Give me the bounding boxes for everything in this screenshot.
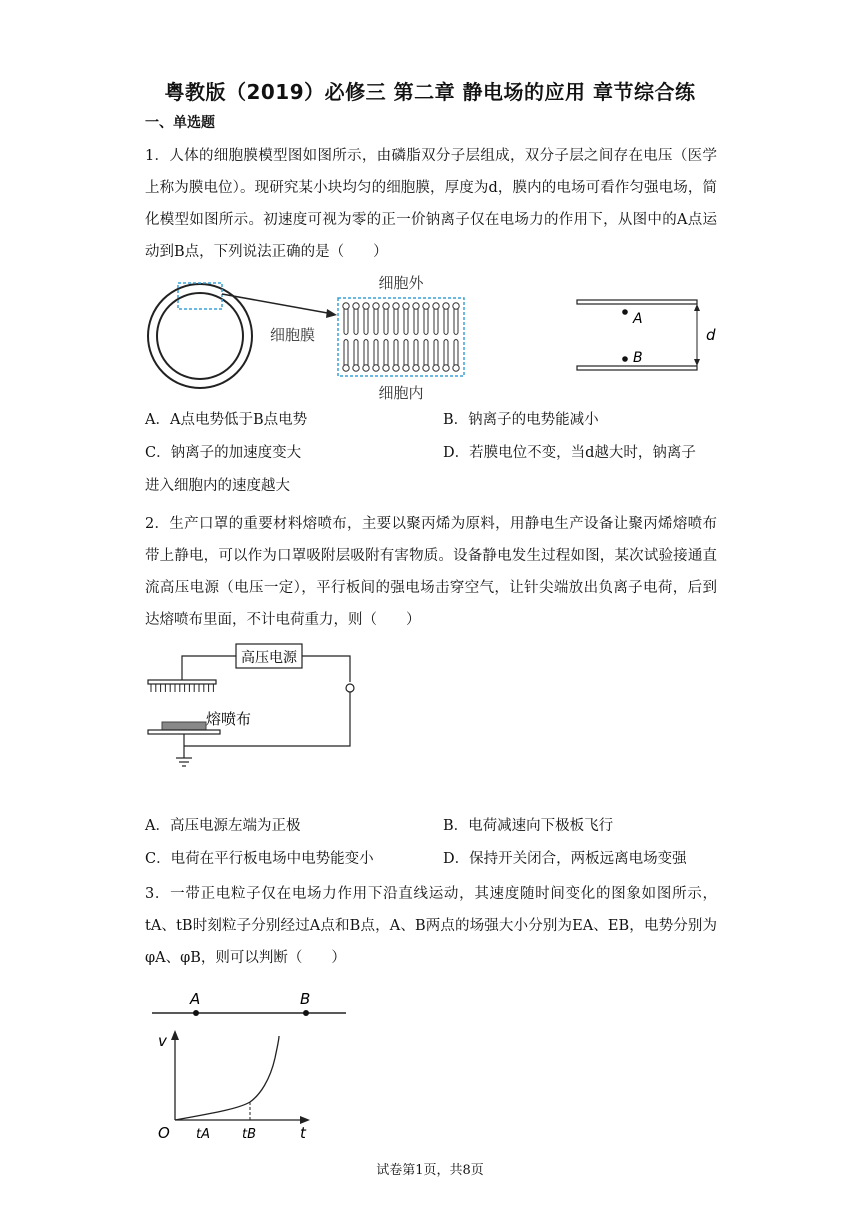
- point-a-dot: [193, 1010, 199, 1016]
- question-1-text: 1．人体的细胞膜模型图如图所示，由磷脂双分子层组成，双分子层之间存在电压（医学上称为膜电位）。现研究某小块均匀的细胞膜，厚度为d，膜内的电场可看作匀强电场，简化模型如图所示。初速度可视为零的正一价钠离子仅在电场力的作用下，从图中的A点运动到B点，下列说法正确的是（ ）: [145, 148, 717, 260]
- label-membrane: 细胞膜: [270, 326, 316, 344]
- q2-option-a: A．高压电源左端为正极: [145, 818, 301, 834]
- fabric-label: 熔喷布: [206, 710, 252, 728]
- page-footer: 试卷第1页，共8页: [376, 1163, 484, 1178]
- needle-plate: [148, 680, 216, 684]
- power-source-label: 高压电源: [241, 650, 297, 666]
- zoom-arrow: [222, 294, 333, 314]
- tick-tb-label: tB: [242, 1127, 257, 1142]
- velocity-curve: [175, 1036, 279, 1120]
- lower-plate: [577, 366, 697, 370]
- zoom-arrowhead: [326, 309, 337, 318]
- thickness-label: d: [706, 326, 716, 344]
- section-heading: 一、单选题: [145, 115, 215, 131]
- wire-left: [182, 656, 236, 680]
- q1-option-b: B．钠离子的电势能减小: [443, 412, 599, 428]
- q2-option-b: B．电荷减速向下极板飞行: [443, 818, 614, 834]
- question-3-text: 3．一带正电粒子仅在电场力作用下沿直线运动，其速度随时间变化的图象如图所示，tA、tB时刻粒子分别经过A点和B点，A、B两点的场强大小分别为EA、EB，电势分别为φA、φB，则可以判断（ ）: [145, 886, 717, 966]
- q1-option-d: D．若膜电位不变，当d越大时，钠离子: [443, 445, 696, 461]
- upper-plate: [577, 300, 697, 304]
- q2-option-c: C．电荷在平行板电场中电势能变小: [145, 851, 374, 867]
- q1-option-c: C．钠离子的加速度变大: [145, 445, 302, 461]
- switch-pivot: [346, 684, 354, 692]
- question-2-text: 2．生产口罩的重要材料熔喷布，主要以聚丙烯为原料，用静电生产设备让聚丙烯熔喷布带上静电，可以作为口罩吸附层吸附有害物质。设备静电发生过程如图，某次试验接通直流高压电源（电压一定），平行板间的强电场击穿空气，让针尖端放出负离子电荷，后到达熔喷布里面，不计电荷重力，则（ ）: [145, 516, 717, 628]
- t-axis-label: t: [300, 1124, 306, 1142]
- v-axis-arrow: [171, 1030, 179, 1040]
- t-axis-arrow: [300, 1116, 310, 1124]
- tick-ta-label: tA: [196, 1127, 210, 1142]
- point-b-label: B: [300, 990, 311, 1008]
- point-a-label: A: [633, 311, 643, 327]
- point-b-dot: [303, 1010, 309, 1016]
- needle-array: [151, 684, 213, 692]
- point-a-label: A: [190, 990, 201, 1008]
- label-inside: 细胞内: [378, 384, 424, 402]
- cell-inner-circle: [157, 293, 243, 379]
- point-b-dot: [622, 356, 628, 362]
- page-title: 粤教版（2019）必修三 第二章 静电场的应用 章节综合练: [164, 80, 696, 104]
- thickness-arrow-bottom: [694, 359, 700, 366]
- zoom-box-large: [338, 298, 464, 376]
- label-outside: 细胞外: [378, 274, 424, 292]
- q1-figure: [140, 268, 740, 403]
- wire-right: [302, 656, 350, 682]
- meltblown-fabric: [162, 722, 206, 730]
- q2-option-d: D．保持开关闭合，两板远离电场变强: [443, 851, 687, 867]
- point-a-dot: [622, 309, 628, 315]
- lower-plate: [148, 730, 220, 734]
- q1-option-a: A．A点电势低于B点电势: [145, 412, 308, 428]
- point-b-label: B: [633, 350, 643, 366]
- thickness-arrow-top: [694, 304, 700, 311]
- q2-figure: [140, 640, 370, 770]
- v-axis-label: v: [158, 1032, 167, 1050]
- origin-label: O: [158, 1124, 170, 1142]
- lipid-bilayer: [343, 303, 459, 371]
- q3-figure: [150, 988, 380, 1148]
- cell-outer-circle: [148, 284, 252, 388]
- q1-option-d-cont: 进入细胞内的速度越大: [145, 478, 290, 494]
